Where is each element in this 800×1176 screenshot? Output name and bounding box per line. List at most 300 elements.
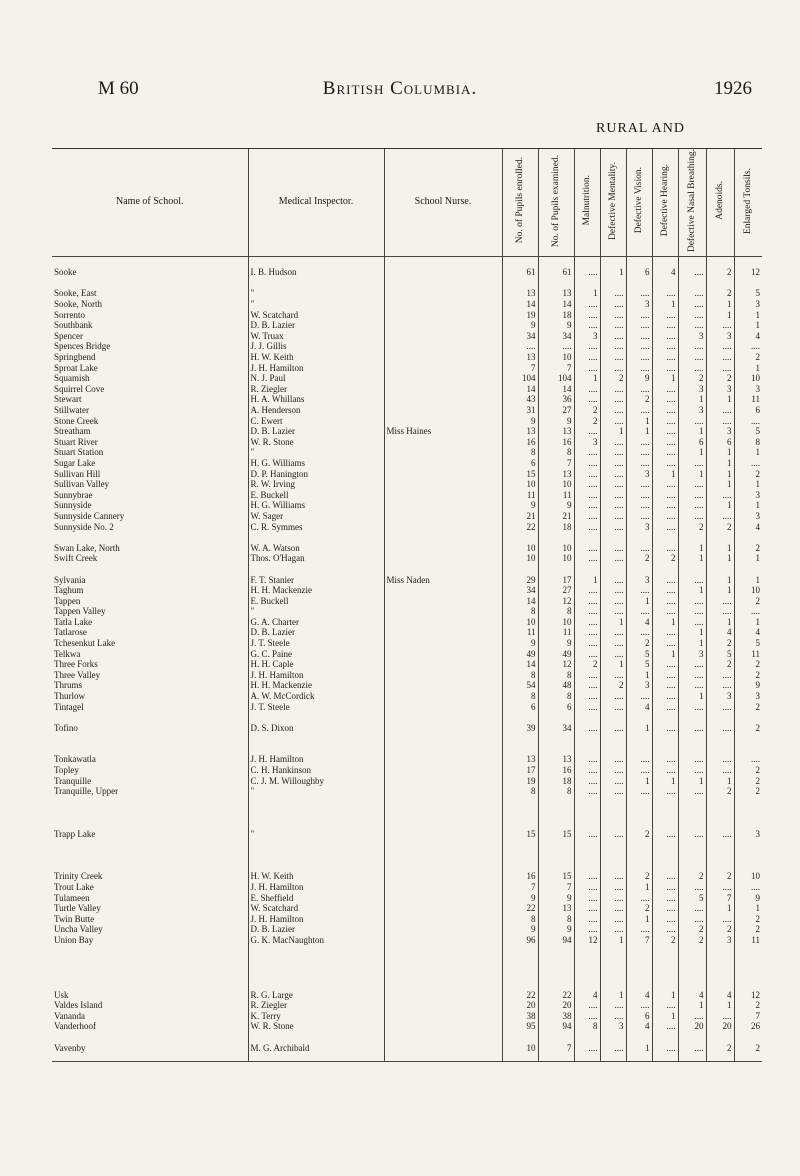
defective-mentality: ....	[600, 288, 626, 299]
school-name: Tranquille	[54, 775, 92, 786]
school-name: Squamish	[54, 373, 90, 384]
pupils-enrolled: 11	[502, 490, 538, 501]
adenoids: 1	[706, 394, 734, 405]
adenoids: 1	[706, 574, 734, 585]
defective-hearing: ....	[652, 638, 678, 649]
pupils-examined: 9	[538, 500, 574, 511]
medical-inspector: W. R. Stone	[248, 1021, 384, 1032]
table-row	[52, 596, 762, 607]
adenoids: 1	[706, 447, 734, 458]
table-row	[52, 691, 762, 702]
school-nurse	[384, 1042, 502, 1053]
enlarged-tonsils: 1	[734, 553, 762, 564]
table-row	[52, 765, 762, 776]
medical-inspector: "	[248, 447, 384, 458]
defective-hearing: ....	[652, 606, 678, 617]
malnutrition: ....	[574, 511, 600, 522]
school-name: Sullivan Valley	[54, 479, 110, 490]
defective-nasal: ....	[678, 341, 706, 352]
pupils-enrolled: 22	[502, 989, 538, 1000]
table-row	[52, 903, 762, 914]
school-name: Tranquille, Upper	[54, 786, 119, 797]
table-row	[52, 574, 762, 585]
school-name: Spencer	[54, 330, 83, 341]
pupils-examined: 13	[538, 754, 574, 765]
school-nurse	[384, 585, 502, 596]
school-name: Tappen	[54, 595, 81, 606]
malnutrition: ....	[574, 765, 600, 776]
defective-mentality: 2	[600, 373, 626, 384]
pupils-enrolled: 8	[502, 447, 538, 458]
adenoids: ....	[706, 670, 734, 681]
pupils-enrolled: 9	[502, 893, 538, 904]
defective-mentality: ....	[600, 299, 626, 310]
pupils-enrolled: 10	[502, 479, 538, 490]
pupils-enrolled: 9	[502, 500, 538, 511]
defective-hearing: ....	[652, 871, 678, 882]
pupils-enrolled: 14	[502, 596, 538, 607]
col-header-examined: No. of Pupils examined.	[538, 149, 574, 257]
medical-inspector: R. Ziegler	[248, 384, 384, 395]
malnutrition: 1	[574, 373, 600, 384]
defective-hearing: ....	[652, 458, 678, 469]
defective-mentality: ....	[600, 914, 626, 925]
medical-inspector: W. Scatchard	[248, 310, 384, 321]
adenoids: ....	[706, 702, 734, 713]
pupils-examined: 15	[538, 871, 574, 882]
school-name: Sunnyside	[54, 500, 92, 511]
defective-mentality: ....	[600, 553, 626, 564]
school-name: Sooke, North	[54, 299, 102, 310]
defective-mentality: ....	[600, 765, 626, 776]
adenoids: ....	[706, 723, 734, 734]
enlarged-tonsils: 2	[734, 469, 762, 480]
defective-nasal: 2	[678, 871, 706, 882]
defective-vision: ....	[626, 479, 652, 490]
defective-hearing: ....	[652, 786, 678, 797]
medical-inspector: G. A. Charter	[248, 617, 384, 628]
pupils-examined: 18	[538, 776, 574, 787]
pupils-examined: 104	[538, 373, 574, 384]
defective-mentality: ....	[600, 437, 626, 448]
medical-inspector: J. T. Steele	[248, 702, 384, 713]
pupils-enrolled: 20	[502, 1000, 538, 1011]
defective-hearing: ....	[652, 893, 678, 904]
medical-inspector: R. W. Irving	[248, 479, 384, 490]
table-row	[52, 341, 762, 352]
school-nurse	[384, 893, 502, 904]
defective-mentality: ....	[600, 469, 626, 480]
school-nurse	[384, 754, 502, 765]
malnutrition: 4	[574, 989, 600, 1000]
pupils-examined: 13	[538, 903, 574, 914]
defective-hearing: ....	[652, 363, 678, 374]
pupils-examined: 27	[538, 585, 574, 596]
malnutrition: ....	[574, 882, 600, 893]
school-name: Vananda	[54, 1010, 85, 1021]
pupils-examined: 94	[538, 1021, 574, 1032]
table-row	[52, 373, 762, 384]
header-row	[52, 149, 762, 257]
pupils-examined: 7	[538, 1042, 574, 1053]
adenoids: 2	[706, 638, 734, 649]
adenoids: ....	[706, 405, 734, 416]
pupils-enrolled: 9	[502, 416, 538, 427]
defective-vision: ....	[626, 924, 652, 935]
adenoids: ....	[706, 680, 734, 691]
adenoids: 1	[706, 617, 734, 628]
school-name: Stuart Station	[54, 447, 104, 458]
school-name: Spences Bridge	[54, 341, 111, 352]
enlarged-tonsils: 2	[734, 914, 762, 925]
defective-nasal: ....	[678, 363, 706, 374]
defective-vision: 5	[626, 649, 652, 660]
school-nurse	[384, 320, 502, 331]
defective-mentality: ....	[600, 416, 626, 427]
defective-hearing: ....	[652, 426, 678, 437]
pupils-enrolled: 8	[502, 914, 538, 925]
defective-vision: 3	[626, 469, 652, 480]
table-row	[52, 786, 762, 797]
enlarged-tonsils: 8	[734, 437, 762, 448]
school-nurse	[384, 680, 502, 691]
adenoids: 2	[706, 924, 734, 935]
defective-vision: ....	[626, 754, 652, 765]
medical-inspector: J. H. Hamilton	[248, 914, 384, 925]
pupils-examined: 15	[538, 829, 574, 840]
school-name: Valdes Island	[54, 1000, 103, 1011]
defective-mentality: ....	[600, 638, 626, 649]
school-nurse	[384, 267, 502, 278]
col-header-nasal: Defective Nasal Breathing.	[678, 149, 706, 257]
defective-mentality: ....	[600, 596, 626, 607]
defective-mentality: ....	[600, 479, 626, 490]
pupils-examined: 34	[538, 723, 574, 734]
school-name: Sylvania	[54, 574, 86, 585]
pupils-examined: 14	[538, 299, 574, 310]
defective-nasal: 1	[678, 426, 706, 437]
defective-mentality: ....	[600, 924, 626, 935]
pupils-enrolled: 38	[502, 1011, 538, 1022]
school-name: Taghum	[54, 585, 84, 596]
medical-inspector: W. R. Stone	[248, 437, 384, 448]
pupils-enrolled: 34	[502, 585, 538, 596]
defective-mentality: 1	[600, 989, 626, 1000]
pupils-examined: 48	[538, 680, 574, 691]
enlarged-tonsils: 2	[734, 786, 762, 797]
defective-nasal: 1	[678, 553, 706, 564]
malnutrition: ....	[574, 320, 600, 331]
adenoids: 4	[706, 627, 734, 638]
defective-hearing: 1	[652, 776, 678, 787]
defective-hearing: ....	[652, 490, 678, 501]
pupils-examined: 10	[538, 352, 574, 363]
defective-hearing: ....	[652, 1021, 678, 1032]
defective-mentality: 1	[600, 267, 626, 278]
enlarged-tonsils: ....	[734, 606, 762, 617]
defective-mentality: 2	[600, 680, 626, 691]
medical-inspector: M. G. Archibald	[248, 1042, 384, 1053]
school-name: Stone Creek	[54, 415, 99, 426]
defective-hearing: 1	[652, 649, 678, 660]
medical-inspector: D. B. Lazier	[248, 924, 384, 935]
table-row	[52, 553, 762, 564]
col-header-school: Name of School.	[52, 149, 248, 257]
table-row	[52, 521, 762, 532]
defective-hearing: ....	[652, 754, 678, 765]
defective-hearing: ....	[652, 500, 678, 511]
adenoids: ....	[706, 754, 734, 765]
adenoids: ....	[706, 606, 734, 617]
defective-mentality: ....	[600, 649, 626, 660]
table-row	[52, 606, 762, 617]
defective-hearing: ....	[652, 914, 678, 925]
col-header-inspector: Medical Inspector.	[248, 149, 384, 257]
medical-inspector: R. G. Large	[248, 989, 384, 1000]
table-row	[52, 829, 762, 840]
adenoids: ....	[706, 596, 734, 607]
malnutrition: ....	[574, 363, 600, 374]
school-nurse	[384, 659, 502, 670]
defective-nasal: ....	[678, 882, 706, 893]
table-row	[52, 511, 762, 522]
enlarged-tonsils: 9	[734, 680, 762, 691]
pupils-enrolled: 13	[502, 754, 538, 765]
pupils-examined: 12	[538, 596, 574, 607]
defective-vision: ....	[626, 490, 652, 501]
defective-hearing: ....	[652, 596, 678, 607]
enlarged-tonsils: 1	[734, 310, 762, 321]
table-row	[52, 288, 762, 299]
defective-hearing: ....	[652, 416, 678, 427]
adenoids: ....	[706, 914, 734, 925]
col-header-vision: Defective Vision.	[626, 149, 652, 257]
school-nurse	[384, 394, 502, 405]
defective-nasal: ....	[678, 1011, 706, 1022]
enlarged-tonsils: 3	[734, 691, 762, 702]
pupils-enrolled: 7	[502, 882, 538, 893]
defective-hearing: 1	[652, 1011, 678, 1022]
defective-mentality: ....	[600, 394, 626, 405]
enlarged-tonsils: 7	[734, 1011, 762, 1022]
pupils-enrolled: 96	[502, 935, 538, 946]
defective-mentality: ....	[600, 829, 626, 840]
school-nurse	[384, 989, 502, 1000]
school-name: Tatla Lake	[54, 616, 93, 627]
enlarged-tonsils: 2	[734, 1000, 762, 1011]
defective-mentality: ....	[600, 341, 626, 352]
malnutrition: ....	[574, 617, 600, 628]
defective-nasal: ....	[678, 299, 706, 310]
school-nurse	[384, 352, 502, 363]
medical-inspector: E. Sheffield	[248, 893, 384, 904]
defective-mentality: 1	[600, 935, 626, 946]
defective-nasal: ....	[678, 458, 706, 469]
adenoids: ....	[706, 490, 734, 501]
school-nurse	[384, 765, 502, 776]
table-row	[52, 458, 762, 469]
pupils-examined: ....	[538, 341, 574, 352]
defective-nasal: ....	[678, 786, 706, 797]
defective-mentality: ....	[600, 511, 626, 522]
pupils-examined: 10	[538, 543, 574, 554]
medical-inspector: A. W. McCordick	[248, 691, 384, 702]
table-row	[52, 310, 762, 321]
table-row	[52, 405, 762, 416]
enlarged-tonsils: 2	[734, 924, 762, 935]
adenoids: 1	[706, 1000, 734, 1011]
defective-hearing: 1	[652, 469, 678, 480]
school-nurse	[384, 384, 502, 395]
pupils-examined: 49	[538, 649, 574, 660]
adenoids: 2	[706, 659, 734, 670]
enlarged-tonsils: 10	[734, 871, 762, 882]
school-nurse	[384, 469, 502, 480]
malnutrition: ....	[574, 786, 600, 797]
malnutrition: ....	[574, 479, 600, 490]
pupils-examined: 13	[538, 288, 574, 299]
table-row	[52, 776, 762, 787]
school-name: Stillwater	[54, 405, 89, 415]
pupils-examined: 16	[538, 437, 574, 448]
pupils-enrolled: 7	[502, 363, 538, 374]
malnutrition: ....	[574, 1042, 600, 1053]
defective-nasal: 1	[678, 638, 706, 649]
pupils-enrolled: 43	[502, 394, 538, 405]
defective-vision: 1	[626, 776, 652, 787]
defective-vision: 5	[626, 659, 652, 670]
defective-mentality: ....	[600, 458, 626, 469]
school-nurse	[384, 627, 502, 638]
defective-hearing: ....	[652, 765, 678, 776]
enlarged-tonsils: 11	[734, 394, 762, 405]
medical-inspector: J. T. Steele	[248, 638, 384, 649]
col-header-tonsils: Enlarged Tonsils.	[734, 149, 762, 257]
adenoids: ....	[706, 765, 734, 776]
school-nurse	[384, 310, 502, 321]
medical-inspector: I. B. Hudson	[248, 267, 384, 278]
medical-inspector: H. H. Mackenzie	[248, 585, 384, 596]
medical-inspector: E. Buckell	[248, 490, 384, 501]
defective-hearing: ....	[652, 1042, 678, 1053]
pupils-enrolled: 16	[502, 871, 538, 882]
table-subtitle: RURAL AND	[596, 121, 685, 136]
adenoids: 1	[706, 585, 734, 596]
defective-vision: ....	[626, 331, 652, 342]
medical-inspector: A. Henderson	[248, 405, 384, 416]
enlarged-tonsils: 1	[734, 363, 762, 374]
school-nurse	[384, 935, 502, 946]
defective-nasal: ....	[678, 267, 706, 278]
adenoids: 2	[706, 871, 734, 882]
table-row	[52, 680, 762, 691]
adenoids: 1	[706, 500, 734, 511]
page-number: M 60	[98, 78, 139, 99]
pupils-enrolled: 49	[502, 649, 538, 660]
medical-inspector: J. H. Hamilton	[248, 754, 384, 765]
pupils-enrolled: 13	[502, 352, 538, 363]
pupils-examined: 8	[538, 914, 574, 925]
pupils-examined: 17	[538, 574, 574, 585]
pupils-examined: 9	[538, 893, 574, 904]
school-name: Southbank	[54, 320, 93, 331]
defective-mentality: ....	[600, 754, 626, 765]
school-name: Tatlarose	[54, 627, 87, 638]
enlarged-tonsils: ....	[734, 341, 762, 352]
enlarged-tonsils: ....	[734, 882, 762, 893]
table-row	[52, 649, 762, 660]
defective-mentality: ....	[600, 776, 626, 787]
defective-vision: ....	[626, 384, 652, 395]
table-row	[52, 267, 762, 278]
medical-inspector: D. S. Dixon	[248, 723, 384, 734]
school-name: Sproat Lake	[54, 362, 98, 373]
defective-vision: ....	[626, 627, 652, 638]
school-nurse	[384, 617, 502, 628]
defective-nasal: ....	[678, 680, 706, 691]
pupils-examined: 16	[538, 765, 574, 776]
school-name: Three Forks	[54, 659, 98, 670]
defective-mentality: ....	[600, 585, 626, 596]
defective-vision: 2	[626, 553, 652, 564]
school-nurse	[384, 638, 502, 649]
malnutrition: 12	[574, 935, 600, 946]
adenoids: 1	[706, 469, 734, 480]
school-name: Swan Lake, North	[54, 542, 120, 553]
medical-inspector: Thos. O'Hagan	[248, 553, 384, 564]
defective-mentality: ....	[600, 786, 626, 797]
defective-nasal: 3	[678, 405, 706, 416]
medical-inspector: C. H. Hankinson	[248, 765, 384, 776]
enlarged-tonsils: 2	[734, 670, 762, 681]
medical-inspector: "	[248, 786, 384, 797]
pupils-examined: 38	[538, 1011, 574, 1022]
defective-hearing: ....	[652, 384, 678, 395]
school-nurse	[384, 331, 502, 342]
pupils-examined: 18	[538, 310, 574, 321]
defective-nasal: 1	[678, 469, 706, 480]
adenoids: 3	[706, 331, 734, 342]
malnutrition: ....	[574, 384, 600, 395]
enlarged-tonsils: 11	[734, 649, 762, 660]
malnutrition: ....	[574, 394, 600, 405]
malnutrition: 2	[574, 416, 600, 427]
pupils-examined: 7	[538, 363, 574, 374]
spacer-row	[52, 1032, 762, 1043]
pupils-enrolled: 19	[502, 776, 538, 787]
defective-mentality: ....	[600, 871, 626, 882]
adenoids: ....	[706, 416, 734, 427]
defective-hearing: ....	[652, 394, 678, 405]
medical-inspector: G. K. MacNaughton	[248, 935, 384, 946]
defective-hearing: 4	[652, 267, 678, 278]
pupils-examined: 18	[538, 521, 574, 532]
pupils-enrolled: 6	[502, 458, 538, 469]
defective-vision: 1	[626, 882, 652, 893]
enlarged-tonsils: 2	[734, 776, 762, 787]
defective-nasal: 1	[678, 776, 706, 787]
table-body	[52, 256, 762, 1061]
defective-nasal: ....	[678, 596, 706, 607]
malnutrition: ....	[574, 680, 600, 691]
school-nurse	[384, 341, 502, 352]
pupils-enrolled: 29	[502, 574, 538, 585]
defective-nasal: ....	[678, 320, 706, 331]
enlarged-tonsils: 2	[734, 702, 762, 713]
defective-mentality: 1	[600, 426, 626, 437]
defective-vision: 4	[626, 1021, 652, 1032]
pupils-enrolled: 22	[502, 903, 538, 914]
